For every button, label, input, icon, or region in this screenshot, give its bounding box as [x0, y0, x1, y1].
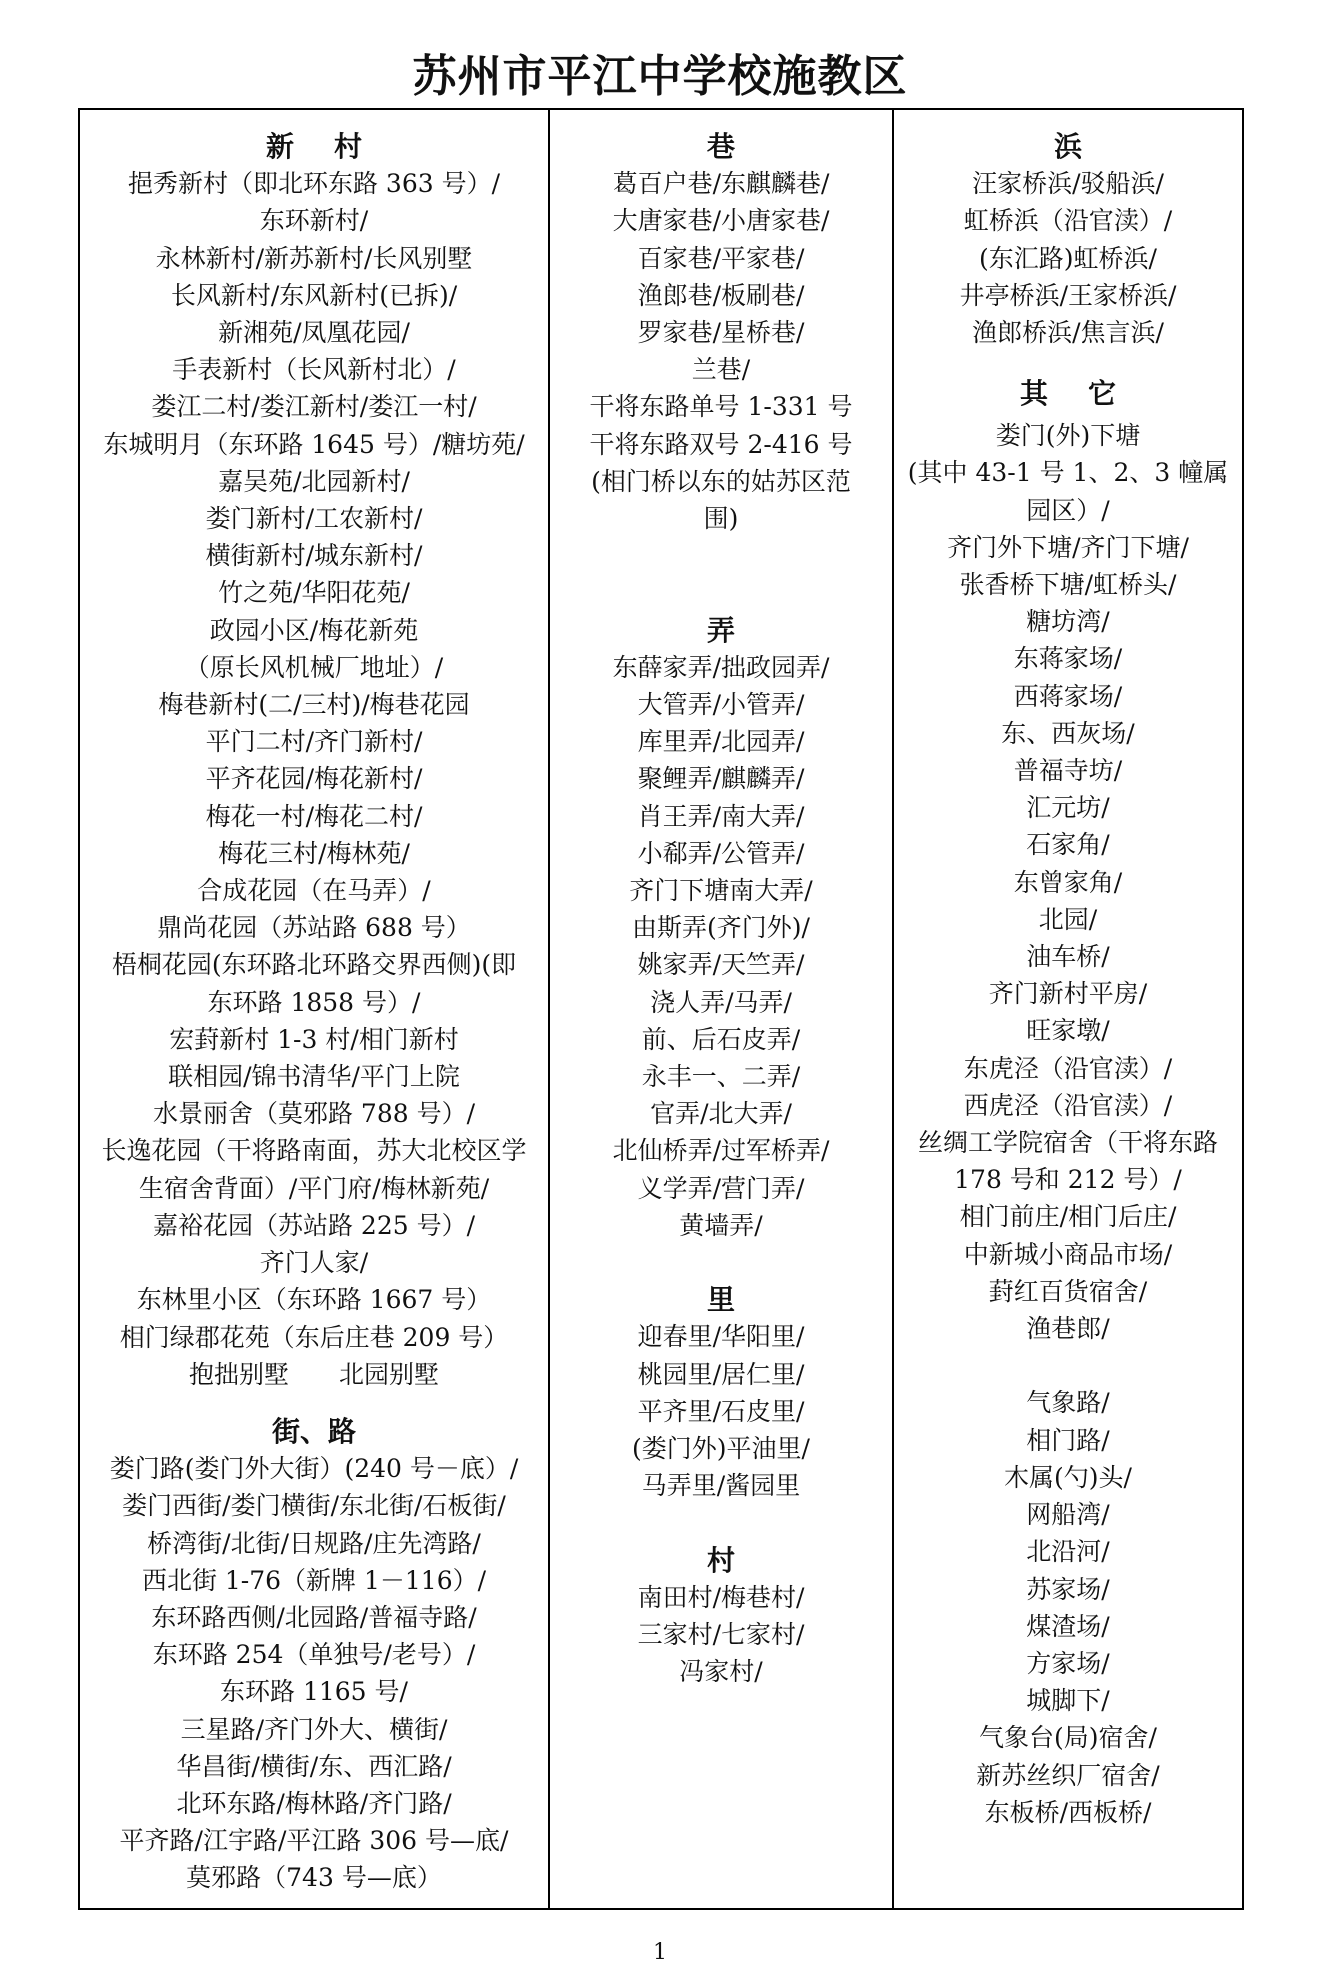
list-item: 娄江二村/娄江新村/娄江一村/ [151, 392, 477, 422]
list-item: 前、后石皮弄/ [641, 1024, 801, 1054]
list-item: 方家场/ [1026, 1648, 1110, 1678]
list-item: 罗家巷/星桥巷/ [637, 318, 805, 348]
list-item: 旺家墩/ [1026, 1016, 1110, 1046]
list-item: 石家角/ [1026, 830, 1110, 860]
list-item: 冯家村/ [679, 1657, 763, 1687]
list-item: 渔郎巷/板刷巷/ [637, 280, 805, 310]
heading-new-villages: 新村 [265, 130, 402, 163]
list-item: 华昌街/横街/东、西汇路/ [176, 1751, 452, 1781]
list-item: 嘉吴苑/北园新村/ [218, 466, 410, 496]
district-table [78, 108, 1244, 1910]
list-item: 木属(勺)头/ [1004, 1462, 1132, 1492]
list-item: 姚家弄/天竺弄/ [637, 950, 805, 980]
heading-li: 里 [706, 1283, 735, 1317]
list-item: 东蒋家场/ [1013, 644, 1123, 674]
list-item: 聚鲤弄/麒麟弄/ [637, 764, 805, 794]
list-item: 宏葑新村 1-3 村/相门新村 [169, 1024, 459, 1054]
heading-streets-roads: 街、路 [271, 1414, 356, 1448]
list-item: 肖王弄/南大弄/ [637, 801, 805, 831]
list-item: 齐门新村平房/ [988, 979, 1148, 1009]
list-item: 长逸花园（干将路南面，苏大北校区学 [101, 1136, 527, 1166]
list-item: 横街新村/城东新村/ [205, 541, 423, 571]
list-item: 娄门新村/工农新村/ [205, 504, 423, 534]
list-item: 竹之苑/华阳花苑/ [218, 578, 410, 608]
list-item: 库里弄/北园弄/ [637, 727, 805, 757]
list-item: 娄门(外)下塘 [995, 421, 1141, 451]
list-item: (其中 43-1 号 1、2、3 幢属 [907, 458, 1229, 488]
list-item: 嘉裕花园（苏站路 225 号）/ [152, 1210, 476, 1240]
list-item: (东汇路)虹桥浜/ [979, 243, 1157, 273]
list-item: 齐门下塘南大弄/ [629, 876, 813, 906]
list-item: 东环路 1165 号/ [220, 1677, 408, 1707]
list-item: 气象路/ [1026, 1388, 1110, 1418]
list-item: 娄门西街/娄门横街/东北街/石板街/ [122, 1491, 506, 1521]
list-item: 东、西灰场/ [1001, 718, 1135, 748]
list-item: 虹桥浜（沿官渎）/ [963, 206, 1173, 236]
list-item: 马弄里/酱园里 [641, 1471, 801, 1501]
list-item: 井亭桥浜/王家桥浜/ [959, 280, 1177, 310]
list-item: 中新城小商品市场/ [963, 1239, 1173, 1269]
list-item: 普福寺坊/ [1013, 756, 1123, 786]
list-item: 莫邪路（743 号—底） [186, 1863, 442, 1893]
list-item: 围) [703, 504, 739, 534]
list-item: 梧桐花园(东环路北环路交界西侧)(即 [111, 950, 517, 980]
list-item: (相门桥以东的姑苏区范 [591, 466, 851, 496]
list-item: 梅花三村/梅林苑/ [218, 838, 410, 868]
heading-nong: 弄 [706, 613, 735, 647]
list-item: 义学弄/营门弄/ [637, 1173, 805, 1203]
list-item: 桥湾街/北街/日规路/庄先湾路/ [147, 1528, 481, 1558]
list-item: 东曾家角/ [1013, 867, 1123, 897]
list-item: 齐门外下塘/齐门下塘/ [947, 532, 1189, 562]
list-item: 汪家桥浜/驳船浜/ [972, 169, 1164, 199]
list-item: 北园/ [1038, 904, 1098, 934]
list-item: 大管弄/小管弄/ [637, 690, 805, 720]
list-item: 糖坊湾/ [1026, 607, 1110, 637]
list-item: 178 号和 212 号）/ [954, 1165, 1182, 1195]
list-item: 黄墙弄/ [679, 1210, 763, 1240]
list-item: 政园小区/梅花新苑 [209, 615, 419, 645]
list-item: 渔郎桥浜/焦言浜/ [972, 318, 1164, 348]
list-item: 相门前庄/相门后庄/ [959, 1202, 1177, 1232]
list-item: 齐门人家/ [259, 1248, 369, 1278]
list-item: 鼎尚花园（苏站路 688 号） [157, 913, 471, 943]
page-title: 苏州市平江中学校施教区 [412, 51, 908, 102]
list-item: 东环新村/ [259, 206, 369, 236]
list-item: 干将东路单号 1-331 号 [589, 392, 853, 422]
list-item: 联相园/锦书清华/平门上院 [168, 1062, 460, 1092]
heading-xiang: 巷 [706, 130, 735, 163]
list-item: 气象台(局)宿舍/ [979, 1723, 1157, 1753]
list-item: 丝绸工学院宿舍（干将东路 [917, 1128, 1218, 1158]
list-item: 油车桥/ [1026, 942, 1110, 972]
list-item: 北仙桥弄/过军桥弄/ [612, 1136, 830, 1166]
list-nong [550, 649, 892, 1244]
list-item: 百家巷/平家巷/ [637, 243, 805, 273]
list-item: 东林里小区（东环路 1667 号） [136, 1285, 492, 1315]
list-item: 城脚下/ [1026, 1686, 1110, 1716]
list-xiang [550, 165, 892, 537]
list-other [894, 417, 1242, 1347]
list-item: 南田村/梅巷村/ [637, 1582, 805, 1612]
list-item: 西虎泾（沿官渎）/ [963, 1090, 1173, 1120]
heading-bang: 浜 [1053, 130, 1082, 163]
list-bang [894, 165, 1242, 351]
list-item: 东环路 254（单独号/老号）/ [152, 1640, 476, 1670]
list-item: 平齐路/江宇路/平江路 306 号—底/ [119, 1826, 509, 1856]
list-streets-roads [80, 1450, 548, 1896]
list-item: 永丰一、二弄/ [641, 1062, 801, 1092]
list-item: 汇元坊/ [1026, 793, 1110, 823]
list-item: 张香桥下塘/虹桥头/ [959, 570, 1177, 600]
column-lanes [550, 110, 894, 1908]
list-item: 梅巷新村(二/三村)/梅巷花园 [158, 690, 470, 720]
list-item: 东薛家弄/拙政园弄/ [612, 652, 830, 682]
list-item: 园区）/ [1026, 495, 1110, 525]
list-item: 手表新村（长风新村北）/ [172, 355, 456, 385]
list-new-villages [80, 165, 548, 1393]
list-item: 小郗弄/公管弄/ [637, 838, 805, 868]
list-li [550, 1318, 892, 1504]
list-item: 水景丽舍（莫邪路 788 号）/ [152, 1099, 476, 1129]
list-item: 平门二村/齐门新村/ [205, 727, 423, 757]
list-cun [550, 1579, 892, 1691]
list-item: 西北街 1-76（新牌 1－116）/ [141, 1565, 487, 1595]
list-item: 干将东路双号 2-416 号 [589, 429, 853, 459]
list-other-2 [894, 1384, 1242, 1830]
list-item: 北沿河/ [1026, 1537, 1110, 1567]
list-item: 永林新村/新苏新村/长风别墅 [155, 243, 473, 273]
list-item: 三家村/七家村/ [637, 1620, 805, 1650]
list-item: 东环路 1858 号）/ [207, 987, 421, 1017]
list-item: 长风新村/东风新村(已拆)/ [170, 280, 458, 310]
list-item: 苏家场/ [1026, 1574, 1110, 1604]
column-new-villages [80, 110, 550, 1908]
list-item: 东虎泾（沿官渎）/ [963, 1053, 1173, 1083]
list-item: 煤渣场/ [1026, 1611, 1110, 1641]
list-item: 相门路/ [1026, 1425, 1110, 1455]
list-item: 相门绿郡花苑（东后庄巷 209 号） [119, 1322, 509, 1352]
column-others [894, 110, 1242, 1908]
list-item: 生宿舍背面）/平门府/梅林新苑/ [138, 1173, 490, 1203]
list-item: (娄门外)平油里/ [632, 1434, 810, 1464]
page-number: 1 [653, 1940, 667, 1965]
list-item: 梅花一村/梅花二村/ [205, 801, 423, 831]
list-item: 迎春里/华阳里/ [637, 1322, 805, 1352]
list-item: 抱拙别墅 北园别墅 [188, 1359, 439, 1389]
list-item: 葛百户巷/东麒麟巷/ [612, 169, 830, 199]
list-item: 三星路/齐门外大、横街/ [180, 1714, 448, 1744]
list-item: 网船湾/ [1026, 1500, 1110, 1530]
list-item: 东城明月（东环路 1645 号）/糖坊苑/ [103, 429, 525, 459]
list-item: 浇人弄/马弄/ [650, 987, 792, 1017]
list-item: 新苏丝织厂宿舍/ [976, 1760, 1160, 1790]
list-item: 东环路西侧/北园路/普福寺路/ [151, 1602, 477, 1632]
list-item: 兰巷/ [691, 355, 751, 385]
heading-other: 其它 [1019, 377, 1156, 411]
list-item: 平齐里/石皮里/ [637, 1396, 805, 1426]
list-item: 由斯弄(齐门外)/ [632, 913, 810, 943]
list-item: 渔巷郎/ [1026, 1314, 1110, 1344]
list-item: 挹秀新村（即北环东路 363 号）/ [127, 169, 501, 199]
list-item: 北环东路/梅林路/齐门路/ [176, 1788, 452, 1818]
list-item: 新湘苑/凤凰花园/ [218, 318, 410, 348]
list-item: 合成花园（在马弄）/ [197, 876, 431, 906]
list-item: （原长风机械厂地址）/ [184, 652, 444, 682]
list-item: 大唐家巷/小唐家巷/ [612, 206, 830, 236]
list-item: 官弄/北大弄/ [650, 1099, 792, 1129]
heading-cun: 村 [706, 1543, 735, 1577]
list-item: 葑红百货宿舍/ [988, 1276, 1148, 1306]
list-item: 东板桥/西板桥/ [984, 1797, 1152, 1827]
list-item: 桃园里/居仁里/ [637, 1359, 805, 1389]
list-item: 平齐花园/梅花新村/ [205, 764, 423, 794]
list-item: 西蒋家场/ [1013, 681, 1123, 711]
list-item: 娄门路(娄门外大街）(240 号－底）/ [109, 1454, 519, 1484]
